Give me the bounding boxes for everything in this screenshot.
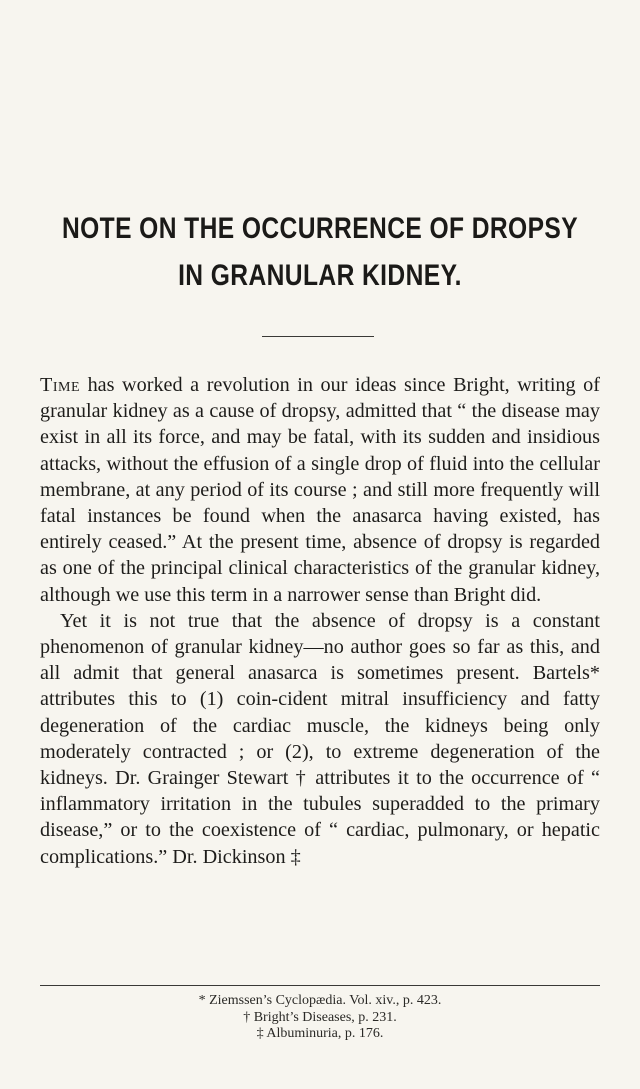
footnotes [0,993,640,1043]
paragraph-1 [40,372,600,608]
title-divider [262,336,374,337]
paragraph-1-text: has worked a revolution in our ideas since Bright, writing of granular kidney as a cause of dropsy, admitted that “ the disease may exist in all its force, and may be fatal, with its sudden and insidious attacks, without the effusion of a single drop of fluid into the cellular membrane, at any period of its course ; and still more frequently will fatal instances be found when the anasarca having existed, has entirely ceased.” At the present time, absence of dropsy is regarded as one of the principal clinical characteristics of the granular kidney, although we use this term in a narrower sense than Bright did. [40,374,600,606]
footnote-1: * Ziemssen’s Cyclopædia. Vol. xiv., p. 423. [198,993,442,1008]
footnote-3: ‡ Albuminuria, p. 176. [256,1026,384,1041]
paragraph-1-lead: Time [40,374,80,396]
body-text [40,372,600,870]
paragraph-2: Yet it is not true that the absence of dropsy is a constant phenomenon of granular kidney—no author goes so far as this, and all admit that general anasarca is sometimes present. Bartels* attributes this to (1) coin-cident mitral insufficiency and fatty degeneration of the cardiac muscle, the kidneys being only moderately contracted ; or (2), to extreme degeneration of the kidneys. Dr. Grainger Stewart † attributes it to the occurrence of “ inflammatory irritation in the tubules superadded to the primary disease,” or to the coexistence of “ cardiac, pulmonary, or hepatic complications.” Dr. Dickinson ‡ [40,609,600,868]
footnote-2: † Bright’s Diseases, p. 231. [243,1009,397,1025]
chapter-title-line-1: NOTE ON THE OCCURRENCE OF DROPSY [61,212,579,245]
footnote-divider [40,985,600,986]
chapter-title-line-2: IN GRANULAR KIDNEY. [178,259,462,292]
